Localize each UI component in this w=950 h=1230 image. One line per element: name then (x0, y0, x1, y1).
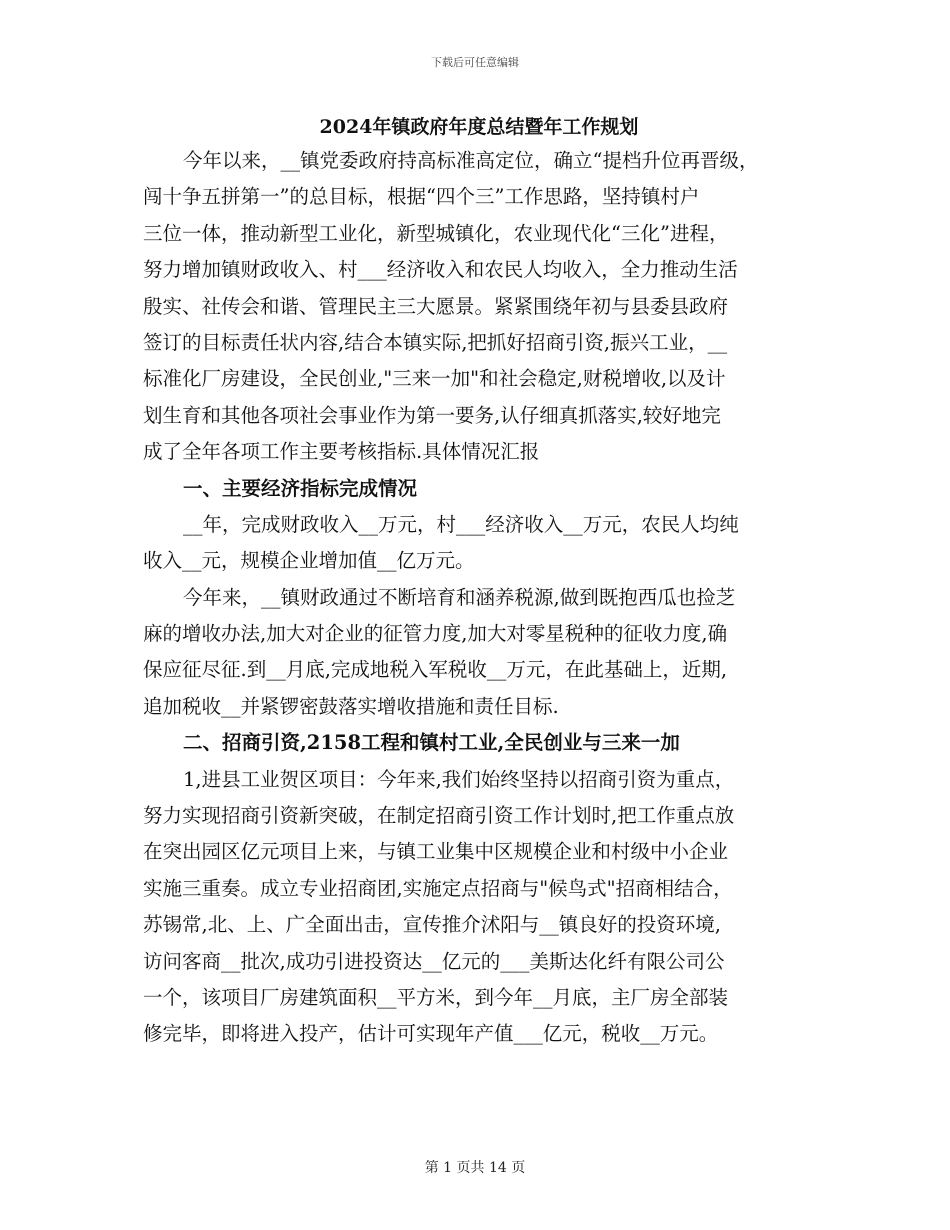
paragraph-line: 1,进县工业贺区项目：今年来,我们始终坚持以招商引资为重点， (183, 767, 735, 791)
document-title: 2024年镇政府年度总结暨年工作规划 (319, 116, 639, 138)
paragraph-line: 签订的目标责任状内容,结合本镇实际,把抓好招商引资,振兴工业，__ (143, 330, 728, 354)
paragraph-line: 今年以来，__镇党委政府持高标准高定位，确立“提档升位再晋级， (183, 149, 759, 172)
paragraph-line: 修完毕，即将进入投产，估计可实现年产值___亿元，税收__万元。 (143, 1022, 719, 1046)
paragraph-line: 实施三重奏。成立专业招商团,实施定点招商与"候鸟式"招商相结合， (143, 876, 733, 900)
paragraph-line: 殷实、社传会和谐、管理民主三大愿景。紧紧围绕年初与县委县政府 (143, 294, 729, 318)
page-header-note: 下载后可任意编辑 (431, 56, 519, 69)
paragraph-line: 努力增加镇财政收入、村___经济收入和农民人均收入，全力推动生活 (143, 258, 738, 282)
paragraph-line: 收入__元，规模企业增加值__亿万元。 (143, 549, 475, 573)
paragraph-line: 成了全年各项工作主要考核指标.具体情况汇报 (143, 440, 540, 464)
paragraph-line: 访问客商__批次,成功引进投资达__亿元的___美斯达化纤有限公司公 (143, 949, 725, 973)
paragraph-line: 努力实现招商引资新突破，在制定招商引资工作计划时,把工作重点放 (143, 804, 735, 828)
paragraph-line: 麻的增收办法,加大对企业的征管力度,加大对零星税种的征收力度,确 (143, 622, 728, 646)
section-heading: 一、主要经济指标完成情况 (183, 476, 418, 500)
paragraph-line: __年，完成财政收入__万元，村___经济收入__万元，农民人均纯 (183, 512, 739, 536)
paragraph-line: 保应征尽征.到__月底,完成地税入军税收__万元，在此基础上，近期, (143, 658, 728, 682)
document-body (143, 113, 815, 1053)
paragraph-line: 闯十争五拼第一”的总目标，根据“四个三”工作思路，坚持镇村户 (143, 185, 700, 209)
paragraph-line: 在突出园区亿元项目上来，与镇工业集中区规模企业和村级中小企业 (143, 840, 729, 864)
paragraph-line: 划生育和其他各项社会事业作为第一要务,认仔细真抓落实,较好地完 (143, 403, 721, 427)
section-heading: 二、招商引资,2158工程和镇村工业,全民创业与三来一加 (183, 731, 680, 755)
paragraph-line: 苏锡常,北、上、广全面出击，宣传推介沭阳与__镇良好的投资环境, (143, 913, 721, 937)
page-number: 第 1 页共 14 页 (424, 1160, 526, 1176)
paragraph-line: 一个，该项目厂房建筑面积__平方米，到今年__月底，主厂房全部装 (143, 985, 729, 1009)
paragraph-line: 追加税收__并紧锣密鼓落实增收措施和责任目标. (143, 694, 559, 718)
paragraph-line: 今年来，__镇财政通过不断培育和涵养税源,做到既抱西瓜也捡芝 (183, 585, 736, 609)
document-lines (143, 143, 815, 1053)
paragraph-line: 标准化厂房建设，全民创业,"三来一加"和社会稳定,财税增收,以及计 (143, 367, 726, 391)
paragraph-line: 三位一体，推动新型工业化，新型城镇化，农业现代化“三化”进程， (143, 221, 729, 245)
